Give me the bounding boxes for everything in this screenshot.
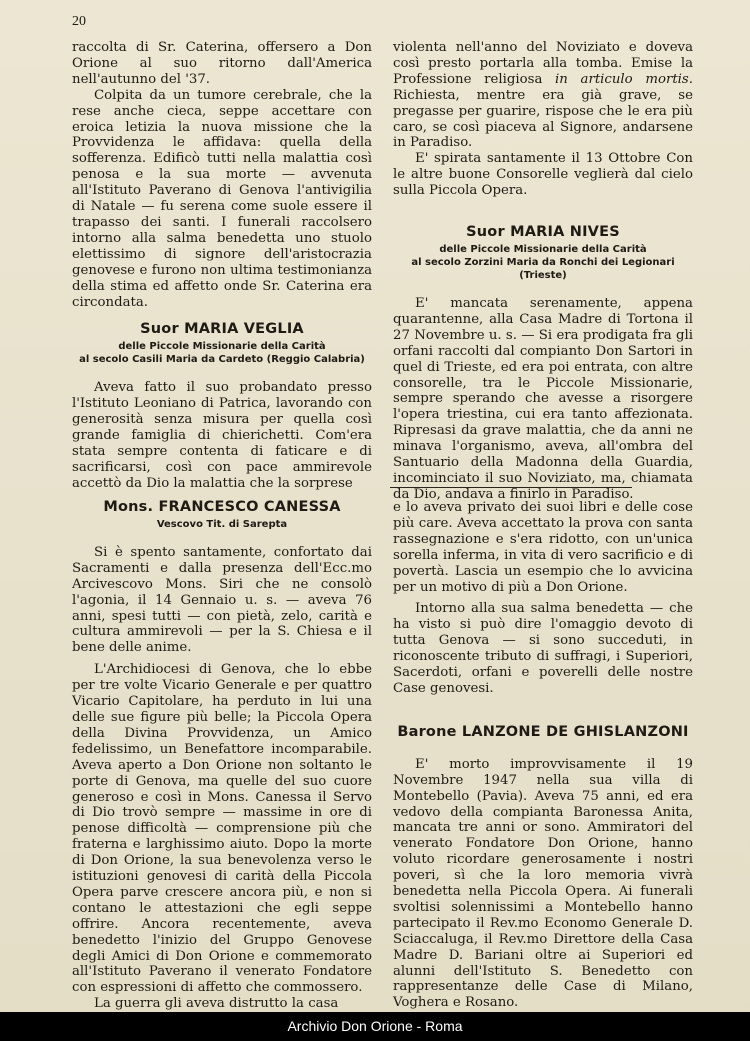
obituary-title-lanzone: Barone LANZONE DE GHISLANZONI [397, 723, 689, 740]
column-top-right [393, 40, 693, 503]
obituary-subtitle: delle Piccole Missionarie della Carità [439, 243, 647, 255]
text-run: Richiesta, mentre era già grave, se pregasse per guarire, rispose che le era più caro, se così piaceva al Signore, andarsene in Paradiso. [393, 87, 693, 151]
column-top-left [72, 40, 372, 492]
page-number: 20 [72, 14, 86, 29]
archive-footer: Archivio Don Orione - Roma [0, 1012, 750, 1041]
paragraph: Si è spento santamente, confortato dai Sacramenti e dalla presenza dell'Ecc.mo Arcivescovo Mons. Siri che ne consolò l'agonia, il 14 Gennaio u. s. — aveva 76 anni, spesi tutti — con pietà, zelo, carità e cultura ammirevoli — per la S. Chiesa e il bene delle anime. [72, 544, 372, 656]
paragraph: raccolta di Sr. Caterina, offersero a Don Orione al suo ritorno dall'America nell'autunno del '37. [72, 40, 372, 87]
obituary-subtitle: Vescovo Tit. di Sarepta [156, 518, 288, 530]
paragraph: La guerra gli aveva distrutto la casa [94, 996, 339, 1012]
paragraph: Aveva fatto il suo probandato presso l'Istituto Leoniano di Patrica, lavorando con generosità senza misura per quella così grande famiglia di chierichetti. Com'era stata sempre contenta di faticare e di sacrificarsi, così con pace ammirevole accettò da Dio la malattia che la sorprese [72, 380, 372, 491]
paragraph: Intorno alla sua salma benedetta — che ha visto si può dire l'omaggio devoto di tutta Genova — si sono succeduti, in riconoscente tributo di suffragi, i Superiori, Sacerdoti, orfani e poverelli delle nostre Case genovesi. [393, 601, 693, 696]
obituary-subtitle: al secolo Casili Maria da Cardeto (Reggio Calabria) [79, 354, 365, 366]
paragraph: Colpita da un tumore cerebrale, che la rese anche cieca, seppe accettare con eroica letizia la nuova missione che la Provvidenza le affidava: quella della sofferenza. Edificò tutti nella malattia così penosa e la sua morte — avvenuta all'Istituto Paverano di Genova l'antivigilia di Natale — fu serena come suole essere il trapasso dei santi. I funerali raccolsero intorno alla salma benedetta uno stuolo elettissimo di signore dell'aristocrazia genovese e furono non ultima testimonianza della stima ed affetto onde Sr. Caterina era circondata. [72, 87, 372, 310]
obituary-subtitle: al secolo Zorzini Maria da Ronchi dei Legionari (Trieste) [411, 256, 675, 281]
section-divider [390, 487, 632, 488]
paragraph: E' mancata serenamente, appena quarantenne, alla Casa Madre di Tortona il 27 Novembre u. s. — Si era prodigata fra gli orfani raccolti dal compianto Don Sartori in quel di Trieste, ed era poi entrata, con altre consorelle, tra le Piccole Missionarie, sempre sperando che avesse a risorgere l'opera triestina, cui era tanto affezionata. Ripresasi da grave malattia, che da anni ne minava l'organismo, aveva, all'ombra del Santuario della Madonna della Guardia, incominciato il suo Noviziato, ma, chiamata da Dio, andava a finirlo in Paradiso. [393, 295, 693, 502]
obituary-title-veglia: Suor MARIA VEGLIA [140, 321, 304, 338]
italic-phrase: in articulo mortis. [555, 71, 693, 87]
paragraph: L'Archidiocesi di Genova, che lo ebbe per tre volte Vicario Generale e per quattro Vicario Capitolare, ha perduto in lui una delle sue figure più belle; la Piccola Opera della Divina Provvidenza, un Amico fedelissimo, un Benefattore incomparabile. Aveva aperto a Don Orione non soltanto le porte di Genova, ma quelle del suo cuore generoso e così in Mons. Canessa il Servo di Dio trovò sempre — massime in ore di penose difficoltà — comprensione più che fraterna e larghissimo aiuto. Dopo la morte di Don Orione, la sua benevolenza verso le istituzioni genovesi di carità della Piccola Opera parve crescere ancora più, e non si contano le attestazioni che egli seppe offrire. Ancora recentemente, aveva benedetto l'inizio del Gruppo Genovese degli Amici di Don Orione e commemorato all'Istituto Paverano il venerato Fondatore con espressioni di affetto che commossero. [72, 662, 372, 996]
column-bottom-right [393, 500, 693, 1011]
obituary-subtitle: delle Piccole Missionarie della Carità [118, 341, 326, 353]
text-run: violenta nell'anno del Noviziato e doveva così presto portarla alla tomba. Emise la Professione religiosa [393, 40, 693, 87]
obituary-title-canessa: Mons. FRANCESCO CANESSA [103, 499, 341, 515]
obituary-title-nives: Suor MARIA NIVES [466, 224, 620, 241]
paragraph: e lo aveva privato dei suoi libri e delle cose più care. Aveva accettato la prova con santa rassegnazione e s'era ridotto, con un'unica sorella inferma, in vita di vero sacrificio e di povertà. Lascia un esempio che lo avvicina per un motivo di più a Don Orione. [393, 500, 693, 595]
paragraph: E' morto improvvisamente il 19 Novembre 1947 nella sua villa di Montebello (Pavia). Aveva 75 anni, ed era vedovo della compianta Baronessa Anita, mancata tre anni or sono. Ammiratori del venerato Fondatore Don Orione, hanno voluto ricordare generosamente i nostri poveri, sì che la loro memoria vivrà benedetta nella Piccola Opera. Ai funerali svoltisi solennissimi a Montebello hanno partecipato il Rev.mo Economo Generale D. Sciaccaluga, il Rev.mo Direttore della Casa Madre D. Bariani oltre ai Superiori ed alunni dell'Istituto S. Benedetto con rappresentanze delle Case di Milano, Voghera e Rosano. [393, 756, 693, 1011]
paragraph [393, 40, 693, 151]
paragraph: E' spirata santamente il 13 Ottobre Con le altre buone Consorelle veglierà dal cielo sulla Piccola Opera. [393, 151, 693, 199]
column-bottom-left [72, 500, 372, 1012]
